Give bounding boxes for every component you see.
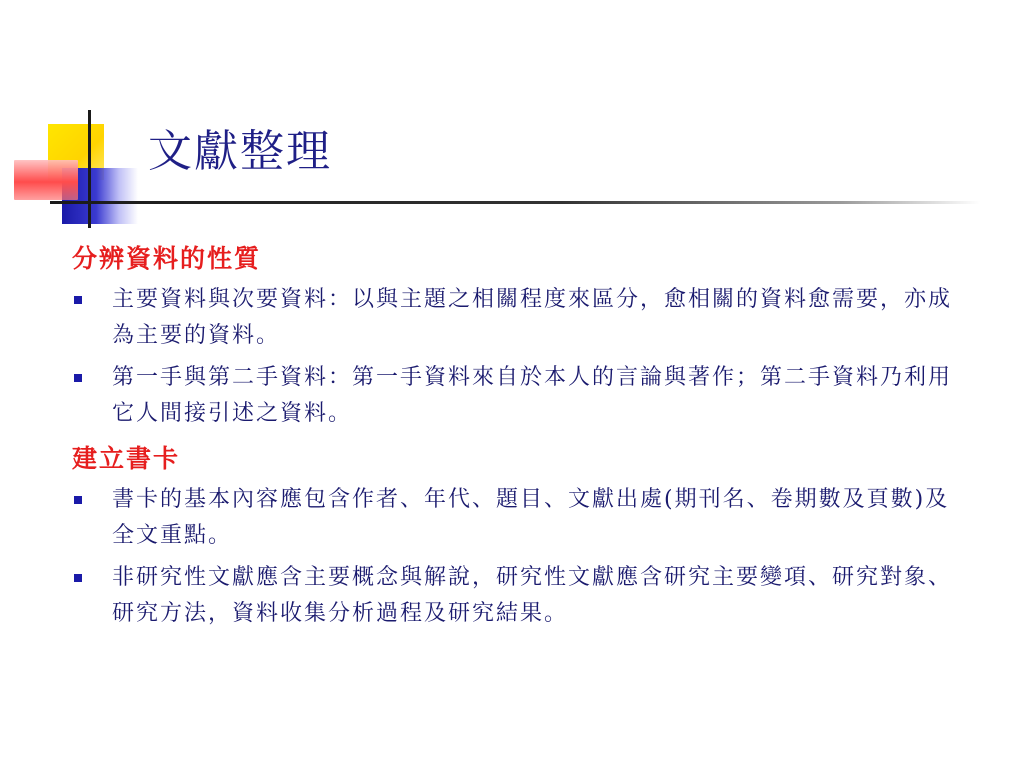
square-bullet-icon — [74, 296, 82, 304]
bullet-item — [72, 482, 952, 554]
bullet-list-data-nature — [72, 282, 952, 432]
decor-vertical-line — [88, 110, 91, 228]
slide-title: 文獻整理 — [148, 126, 332, 177]
bullet-text: 主要資料與次要資料：以與主題之相關程度來區分，愈相關的資料愈需要，亦成為主要的資料。 — [112, 287, 953, 348]
square-bullet-icon — [74, 496, 82, 504]
bullet-item — [72, 360, 952, 432]
slide-content — [72, 240, 952, 638]
square-bullet-icon — [74, 374, 82, 382]
bullet-item — [72, 282, 952, 354]
bullet-list-book-cards — [72, 482, 952, 632]
bullet-item — [72, 560, 952, 632]
decor-red-square — [14, 160, 78, 200]
bullet-text: 書卡的基本內容應包含作者、年代、題目、文獻出處(期刊名、卷期數及頁數)及全文重點。 — [112, 487, 950, 548]
section-heading-data-nature: 分辨資料的性質 — [72, 244, 262, 273]
section-heading-book-cards: 建立書卡 — [72, 444, 181, 473]
title-underline — [50, 201, 980, 204]
square-bullet-icon — [74, 574, 82, 582]
bullet-text: 第一手與第二手資料：第一手資料來自於本人的言論與著作；第二手資料乃利用它人間接引述之資料。 — [112, 365, 953, 426]
bullet-text: 非研究性文獻應含主要概念與解說，研究性文獻應含研究主要變項、研究對象、研究方法，資料收集分析過程及研究結果。 — [112, 565, 953, 626]
